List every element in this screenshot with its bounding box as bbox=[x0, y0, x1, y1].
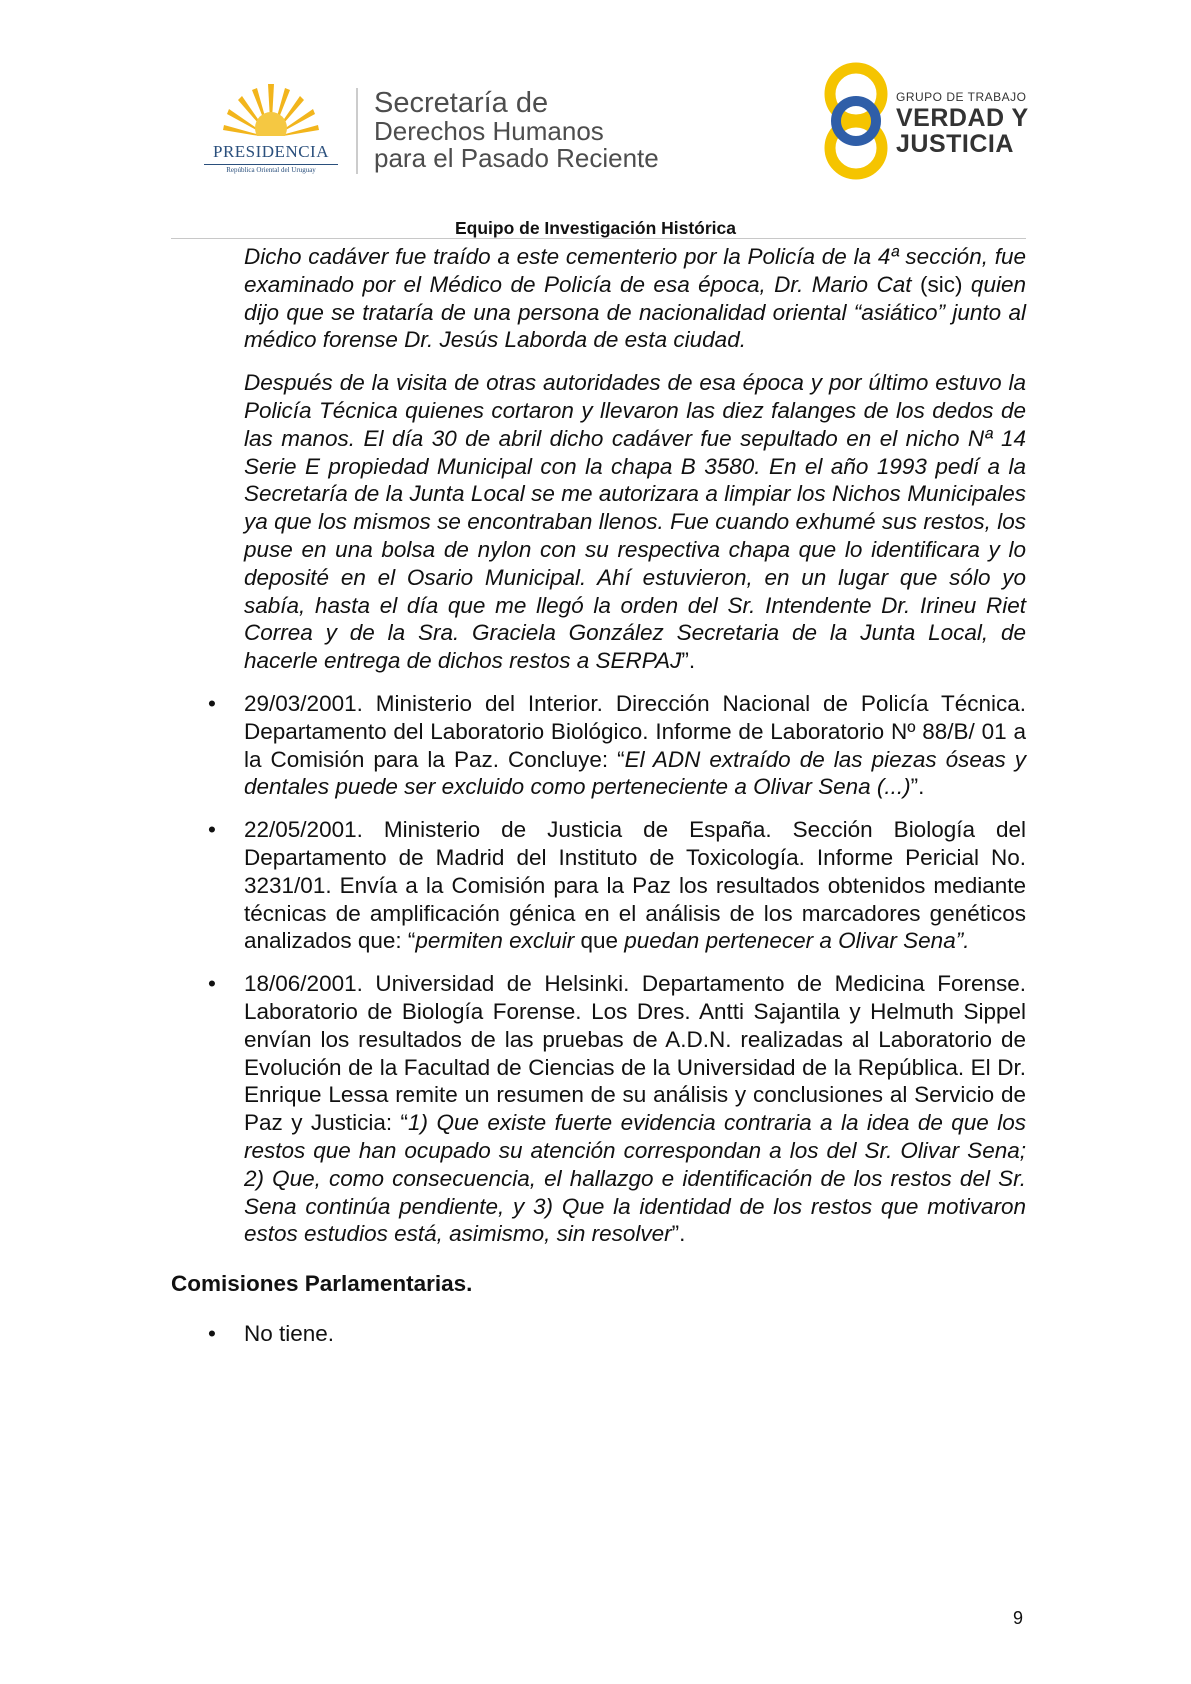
quote-paragraph-1 bbox=[244, 243, 1026, 354]
quote-paragraph-2 bbox=[244, 369, 1026, 675]
grupo-trabajo-label: GRUPO DE TRABAJO bbox=[896, 90, 1027, 104]
justicia-label: JUSTICIA bbox=[896, 130, 1014, 158]
header-vertical-divider bbox=[356, 88, 358, 174]
header-title: Equipo de Investigación Histórica bbox=[454, 218, 737, 238]
presidencia-logo bbox=[196, 80, 346, 176]
presidencia-name: PRESIDENCIA bbox=[212, 142, 329, 161]
secretaria-logo-text bbox=[374, 88, 659, 172]
list-item-text bbox=[244, 690, 1026, 801]
page-number: 9 bbox=[1013, 1608, 1024, 1628]
secretaria-line-2: Derechos Humanos bbox=[374, 116, 604, 146]
item-quote: El ADN extraído de las piezas óseas y dentales puede ser excluido como perteneciente a Olivar Sena (...) bbox=[244, 746, 1026, 800]
quote-p1-text: Dicho cadáver fue traído a este cementerio por la Policía de la 4ª sección, fue examinado por el Médico de Policía de esa época, Dr. Mario Cat bbox=[244, 244, 1026, 297]
quote-p2-text: Después de la visita de otras autoridades de esa época y por último estuvo la Policía Técnica quienes cortaron y llevaron las diez falanges de los dedos de las manos. El día 30 de abril dicho cadáver fue sepultado en el nicho Nª 14 Serie E propiedad Municipal con la chapa B 3580. En el año 1993 pedí a la Secretaría de la Junta Local se me autorizara a limpiar los Nichos Municipales ya que los mismos se encontraban llenos. Fue cuando exhumé sus restos, los puse en una bolsa de nylon con su respectiva chapa que lo identificara y lo deposité en el Osario Municipal. Ahí estuvieron, en un lugar que sólo yo sabía, hasta el día que me llegó la orden del Sr. Intendente Dr. Irineu Riet Correa y de la Sra. Graciela González Secretaria de la Junta Local, de hacerle entrega de dichos restos a SERPAJ bbox=[244, 370, 1026, 674]
list-item-text bbox=[244, 970, 1026, 1248]
grupo-trabajo-logo bbox=[820, 56, 1030, 186]
verdad-label: VERDAD Y bbox=[896, 104, 1029, 132]
document-body bbox=[0, 243, 1191, 1348]
sun-icon bbox=[221, 80, 321, 142]
secretaria-line-1: Secretaría de bbox=[374, 87, 549, 119]
item-end: ”. bbox=[671, 1221, 686, 1247]
list-item bbox=[208, 970, 1026, 1248]
secretaria-line-3: para el Pasado Reciente bbox=[374, 143, 659, 173]
item-quote: permiten excluir bbox=[415, 928, 575, 954]
page-header bbox=[0, 0, 1191, 240]
quote-p1-rest: quien dijo que se trataría de una persona de nacionalidad oriental “asiático” junto al médico forense Dr. Jesús Laborda de esta ciudad. bbox=[244, 271, 1026, 353]
list-item bbox=[208, 816, 1026, 955]
bullet: • bbox=[208, 1320, 216, 1346]
bullet: • bbox=[208, 971, 216, 997]
list-item-text bbox=[244, 816, 1026, 955]
list-item bbox=[208, 1320, 1026, 1348]
section-heading: Comisiones Parlamentarias. bbox=[171, 1271, 473, 1297]
rings-logo-icon bbox=[820, 56, 892, 186]
bullet: • bbox=[208, 817, 216, 843]
list-item bbox=[208, 690, 1026, 801]
item-quote: 1) Que existe fuerte evidencia contraria a la idea de que los restos que han ocupado su atención correspondan a los del Sr. Olivar Sena; 2) Que, como consecuencia, el hallazgo e identificación de los restos del Sr. Sena continúa pendiente, y 3) Que la identidad de los restos que motivaron estos estudios está, asimismo, sin resolver bbox=[244, 1110, 1026, 1247]
list-item-text: No tiene. bbox=[244, 1320, 335, 1346]
item-quote-2: puedan pertenecer a Olivar Sena”. bbox=[624, 928, 970, 954]
item-text: 22/05/2001. Ministerio de Justicia de España. Sección Biología del Departamento de Madrid del Instituto de Toxicología. Informe Pericial No. 3231/01. Envía a la Comisión para la Paz los resultados obtenidos mediante técnicas de amplificación génica en el análisis de los marcadores genéticos analizados que: “ bbox=[244, 817, 1026, 954]
item-mid: que bbox=[574, 928, 625, 954]
item-end: ”. bbox=[910, 774, 925, 800]
item-text: 29/03/2001. Ministerio del Interior. Dirección Nacional de Policía Técnica. Departamento del Laboratorio Biológico. Informe de Laboratorio Nº 88/B/ 01 a la Comisión para la Paz. Concluye: “ bbox=[244, 690, 1026, 772]
presidencia-subtitle: República Oriental del Uruguay bbox=[226, 166, 316, 174]
bullet: • bbox=[208, 690, 216, 716]
header-rule bbox=[171, 238, 1026, 239]
sic-marker: (sic) bbox=[919, 271, 963, 297]
presidencia-divider bbox=[204, 164, 338, 165]
item-text: 18/06/2001. Universidad de Helsinki. Departamento de Medicina Forense. Laboratorio de Biología Forense. Los Dres. Antti Sajantila y Helmuth Sippel envían los resultados de las pruebas de A.D.N. realizadas al Laboratorio de Evolución de la Facultad de Ciencias de la Universidad de la República. El Dr. Enrique Lessa remite un resumen de su análisis y conclusiones al Servicio de Paz y Justicia: “ bbox=[244, 971, 1026, 1136]
quote-p2-end: ”. bbox=[681, 648, 696, 674]
